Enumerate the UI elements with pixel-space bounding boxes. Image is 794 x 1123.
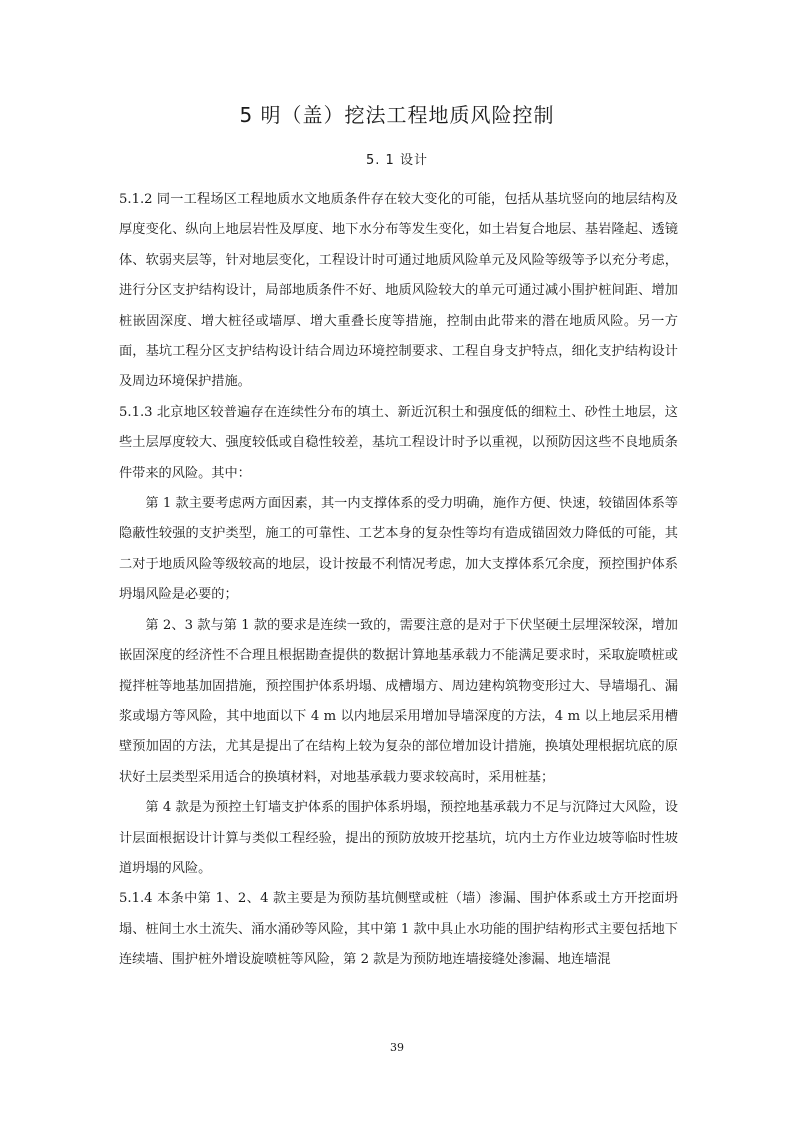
paragraph-5-1-4: 5.1.4 本条中第 1、2、4 款主要是为预防基坑侧壁或桩（墙）渗漏、围护体系或土方开挖面坍塌、桩间土水土流失、涌水涌砂等风险，其中第 1 款中具止水功能的围护结构形式主要包括地下连续墙、围护桩外增设旋喷桩等风险，第 2 款是为预防地连墙接缝处渗漏、地连墙混 xyxy=(119,891,678,968)
body-text xyxy=(119,185,678,976)
paragraph-5-1-2: 5.1.2 同一工程场区工程地质水文地质条件存在较大变化的可能，包括从基坑竖向的地层结构及厚度变化、纵向上地层岩性及厚度、地下水分布等发生变化，如土岩复合地层、基岩隆起、透镜体、软弱夹层等，针对地层变化，工程设计时可通过地质风险单元及风险等级等予以充分考虑，进行分区支护结构设计，局部地质条件不好、地质风险较大的单元可通过减小围护桩间距、增加桩嵌固深度、增大桩径或墙厚、增大重叠长度等措施，控制由此带来的潜在地质风险。另一方面，基坑工程分区支护结构设计结合周边环境控制要求、工程自身支护特点，细化支护结构设计及周边环境保护措施。 xyxy=(119,192,678,390)
paragraph-item-1: 第 1 款主要考虑两方面因素，其一内支撑体系的受力明确，施作方便、快速，较锚固体系等隐蔽性较强的支护类型，施工的可靠性、工艺本身的复杂性等均有造成锚固效力降低的可能，其二对于地质风险等级较高的地层，设计按最不利情况考虑，加大支撑体系冗余度，预控围护体系坍塌风险是必要的； xyxy=(119,496,678,603)
paragraph-item-2-3: 第 2、3 款与第 1 款的要求是连续一致的，需要注意的是对于下伏坚硬土层埋深较深，增加嵌固深度的经济性不合理且根据勘查提供的数据计算地基承载力不能满足要求时，采取旋喷桩或搅拌桩等地基加固措施，预控围护体系坍塌、成槽塌方、周边建构筑物变形过大、导墙塌孔、漏浆或塌方等风险，其中地面以下 4 m 以内地层采用增加导墙深度的方法，4 m 以上地层采用槽壁预加固的方法，尤其是提出了在结构上较为复杂的部位增加设计措施，换填处理根据坑底的原状好土层类型采用适合的换填材料，对地基承载力要求较高时，采用桩基； xyxy=(119,617,678,785)
paragraph-item-4: 第 4 款是为预控土钉墙支护体系的围护体系坍塌，预控地基承载力不足与沉降过大风险，设计层面根据设计计算与类似工程经验，提出的预防放坡开挖基坑，坑内土方作业边坡等临时性坡道坍塌的风险。 xyxy=(119,800,678,876)
chapter-title: 5 明（盖）挖法工程地质风险控制 xyxy=(239,103,555,127)
page-number: 39 xyxy=(390,1041,404,1054)
section-title: 5. 1 设计 xyxy=(366,153,428,168)
paragraph-5-1-3: 5.1.3 北京地区较普遍存在连续性分布的填土、新近沉积土和强度低的细粒土、砂性土地层，这些土层厚度较大、强度较低或自稳性较差，基坑工程设计时予以重视，以预防因这些不良地质条件带来的风险。其中： xyxy=(119,404,678,481)
